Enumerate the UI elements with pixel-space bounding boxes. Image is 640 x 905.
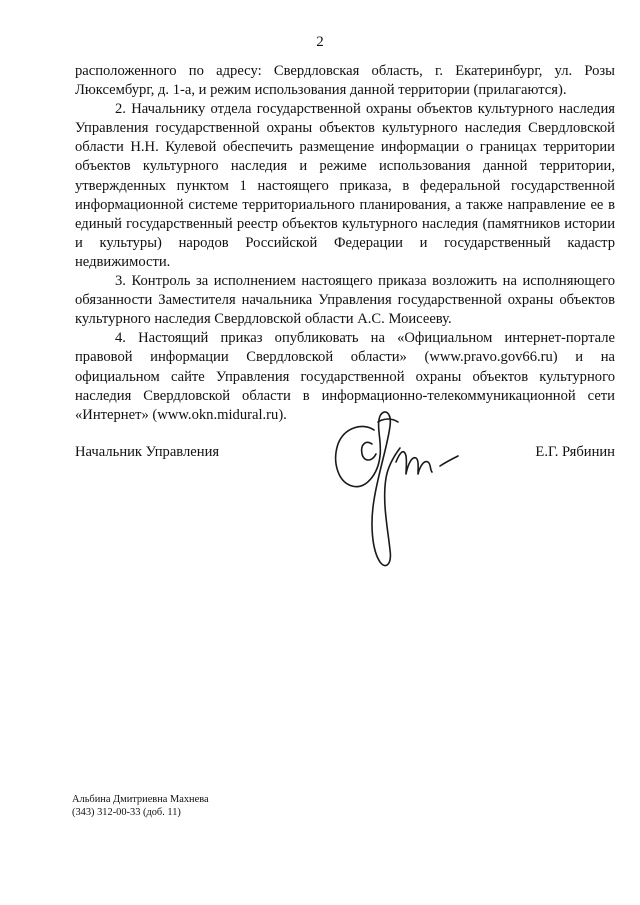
handwritten-signature-image (322, 404, 462, 574)
paragraph-address: расположенного по адресу: Свердловская область, г. Екатеринбург, ул. Розы Люксембург, д. 1-а, и режим использования данной территории (прилагаются). (75, 63, 615, 99)
signatory-name: Е.Г. Рябинин (535, 444, 615, 460)
executor-name: Альбина Дмитриевна Махнева (72, 794, 209, 805)
signatory-position: Начальник Управления (75, 444, 220, 460)
paragraph-item-3: 3. Контроль за исполнением настоящего приказа возложить на исполняющего обязанности Заместителя начальника Управления государственной охраны объектов культурного наследия Свердловской области А.С. Моисееву. (75, 273, 615, 328)
paragraph-item-2: 2. Начальнику отдела государственной охраны объектов культурного наследия Управления государственной охраны объектов культурного наследия Свердловской области Н.Н. Кулевой обеспечить размещение информации о границах территории объектов культурного наследия и режиме использования данной территории, утвержденных пунктом 1 настоящего приказа, в федеральной государственной информационной системе территориального планирования, а также направление ее в единый государственный реестр объектов культурного наследия (памятников истории и культуры) народов Российской Федерации и государственный кадастр недвижимости. (75, 101, 615, 270)
paragraph-item-4: 4. Настоящий приказ опубликовать на «Официальном интернет-портале правовой информации Свердловской области» (www.pravo.gov66.ru) и на официальном сайте Управления государственной охраны объектов культурного наследия Свердловской области в информационно-телекоммуникационной сети «Интернет» (www.okn.midural.ru). (75, 330, 615, 423)
executor-phone: (343) 312-00-33 (доб. 11) (72, 807, 181, 818)
page-number: 2 (316, 34, 324, 50)
document-body (75, 62, 615, 425)
executor-block (72, 793, 209, 819)
